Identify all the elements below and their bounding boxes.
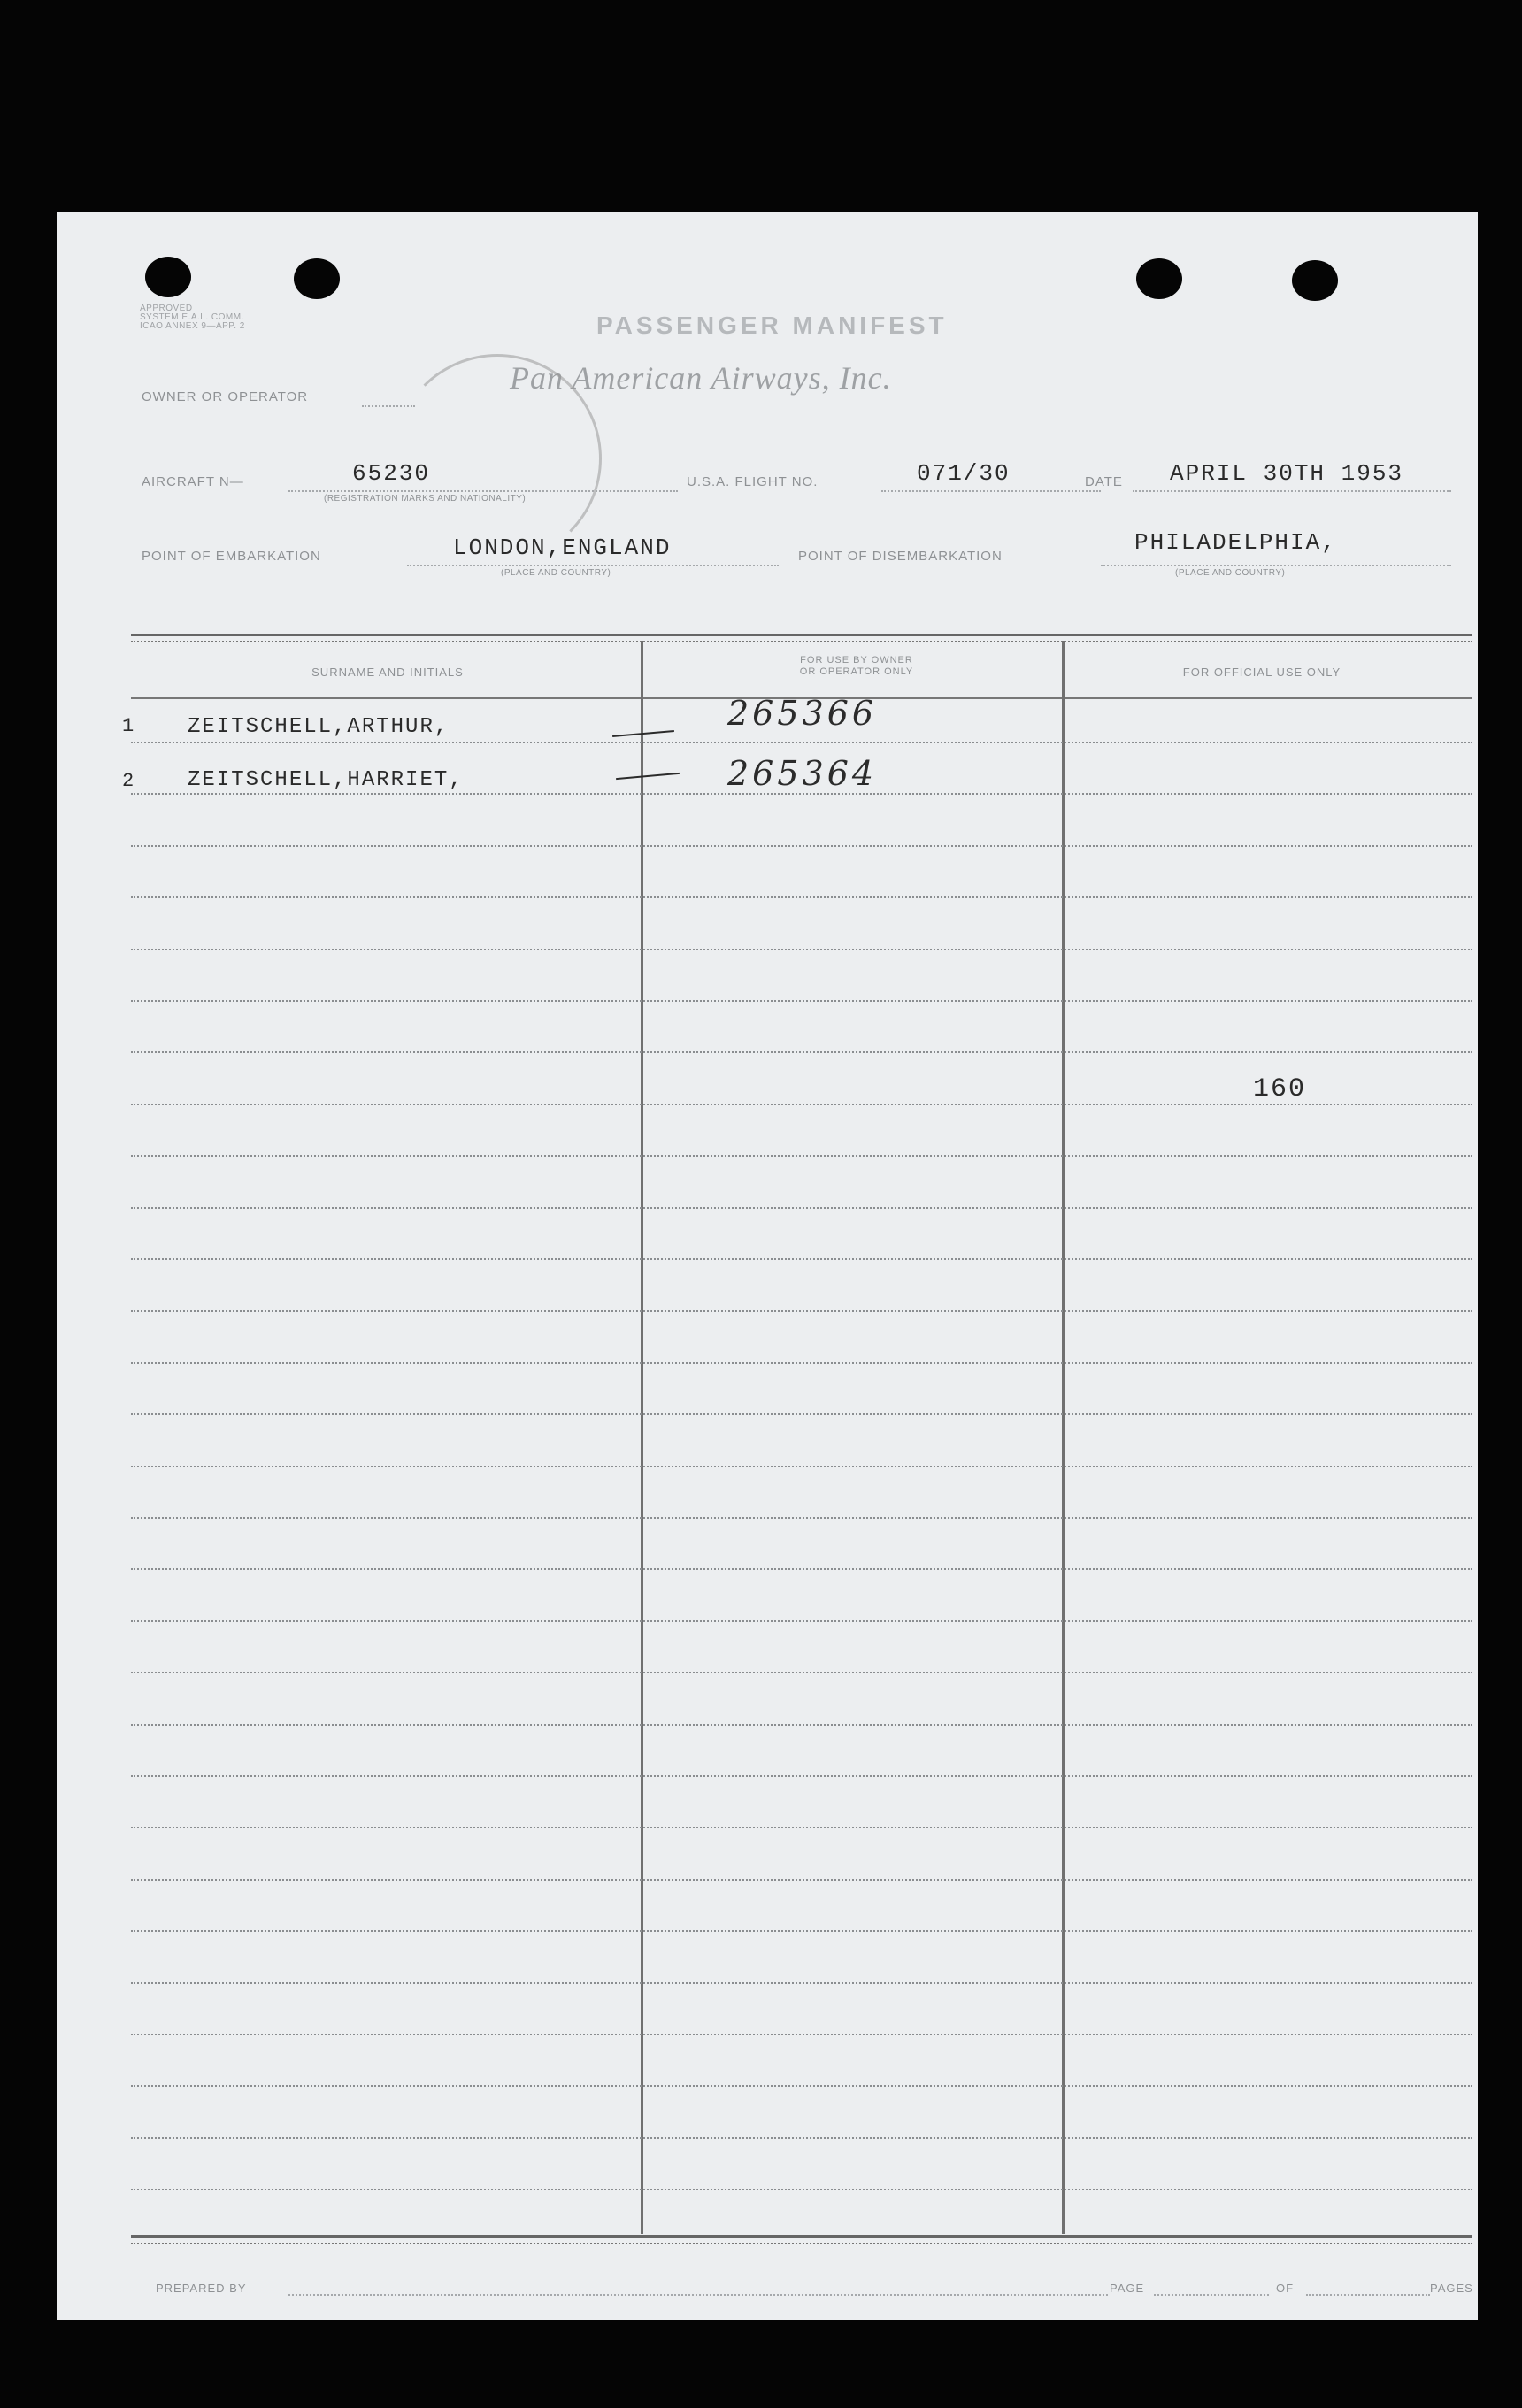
aircraft-sublabel: (REGISTRATION MARKS AND NATIONALITY) (324, 494, 527, 504)
ruled-line (131, 1155, 1472, 1157)
ruled-line (131, 1620, 1472, 1622)
form-title: PASSENGER MANIFEST (596, 312, 948, 339)
footer-rule (131, 2235, 1472, 2238)
pages-label: PAGES (1430, 2281, 1473, 2295)
embarkation-label: POINT OF EMBARKATION (142, 549, 321, 564)
approval-note (140, 304, 245, 331)
passenger-code: 265366 (727, 694, 878, 733)
ruled-line (131, 1258, 1472, 1260)
disembarkation-value: PHILADELPHIA, (1134, 529, 1337, 556)
ruled-line (131, 1930, 1472, 1932)
prepared-by-label: PREPARED BY (156, 2281, 247, 2295)
disembarkation-line (1101, 565, 1451, 566)
column-header-owner-use (644, 655, 1069, 678)
ruled-line (131, 1207, 1472, 1209)
ruled-line (131, 742, 1472, 743)
passenger-number: 2 (122, 770, 135, 792)
ruled-line (131, 2137, 1472, 2139)
disembarkation-label: POINT OF DISEMBARKATION (798, 549, 1003, 564)
ruled-line (131, 1310, 1472, 1312)
owner-line (362, 405, 415, 407)
ruled-line (131, 1827, 1472, 1828)
ruled-line (131, 1466, 1472, 1467)
ruled-line (131, 2189, 1472, 2190)
header-rule (131, 634, 1472, 636)
header-rule (131, 641, 1472, 642)
column-header-surname: SURNAME AND INITIALS (311, 665, 464, 679)
ruled-line (131, 1000, 1472, 1002)
aircraft-label: AIRCRAFT N— (142, 474, 244, 489)
ruled-line (131, 1413, 1472, 1415)
owner-use-line: FOR USE BY OWNER (800, 655, 913, 665)
binder-hole (1136, 258, 1182, 299)
approval-line: ICAO ANNEX 9—APP. 2 (140, 321, 245, 331)
binder-hole (145, 257, 191, 297)
stamp-mark (393, 354, 602, 563)
prepared-by-line (288, 2294, 1108, 2296)
embarkation-value: LONDON,ENGLAND (453, 535, 672, 561)
date-line (1133, 490, 1451, 492)
passenger-name: ZEITSCHELL,ARTHUR, (188, 715, 450, 739)
column-divider (1062, 641, 1065, 2234)
binder-hole (1292, 260, 1338, 301)
date-value: APRIL 30TH 1953 (1170, 460, 1404, 487)
ruled-line (131, 1775, 1472, 1777)
approval-line: APPROVED (140, 304, 193, 313)
ruled-line (131, 845, 1472, 847)
embarkation-line (407, 565, 779, 566)
passenger-name: ZEITSCHELL,HARRIET, (188, 768, 464, 792)
aircraft-line (288, 490, 678, 492)
of-line (1306, 2294, 1430, 2296)
airline-name: Pan American Airways, Inc. (510, 360, 892, 396)
ruled-line (131, 1051, 1472, 1053)
flight-value: 071/30 (917, 460, 1011, 487)
footer-rule (131, 2243, 1472, 2244)
ruled-line (131, 2085, 1472, 2087)
aircraft-value: 65230 (352, 460, 431, 487)
ruled-line (131, 1724, 1472, 1726)
ruled-line (131, 2034, 1472, 2035)
ruled-line (131, 896, 1472, 898)
owner-use-line: OR OPERATOR ONLY (799, 666, 914, 677)
owner-label: OWNER OR OPERATOR (142, 389, 309, 404)
embarkation-sublabel: (PLACE AND COUNTRY) (501, 568, 611, 578)
column-divider (641, 641, 643, 2234)
disembarkation-sublabel: (PLACE AND COUNTRY) (1175, 568, 1286, 578)
ruled-line (131, 1362, 1472, 1364)
page-line (1154, 2294, 1269, 2296)
passenger-code: 265364 (727, 754, 878, 793)
approval-line: SYSTEM E.A.L. COMM. (140, 312, 244, 322)
check-mark (612, 730, 674, 737)
flight-line (881, 490, 1101, 492)
binder-hole (294, 258, 340, 299)
ruled-line (131, 1982, 1472, 1984)
manifest-sheet (57, 212, 1478, 2320)
ruled-line (131, 949, 1472, 950)
page-label: PAGE (1110, 2281, 1145, 2295)
ruled-line (131, 793, 1472, 795)
official-note: 160 (1253, 1074, 1307, 1104)
check-mark (616, 773, 680, 780)
ruled-line (131, 1517, 1472, 1519)
column-header-official: FOR OFFICIAL USE ONLY (1182, 665, 1341, 679)
date-label: DATE (1085, 474, 1123, 489)
ruled-line (131, 1568, 1472, 1570)
of-label: OF (1276, 2281, 1295, 2295)
flight-label: U.S.A. FLIGHT NO. (687, 474, 819, 489)
ruled-line (131, 1672, 1472, 1673)
ruled-line (131, 1879, 1472, 1881)
passenger-number: 1 (122, 715, 135, 737)
